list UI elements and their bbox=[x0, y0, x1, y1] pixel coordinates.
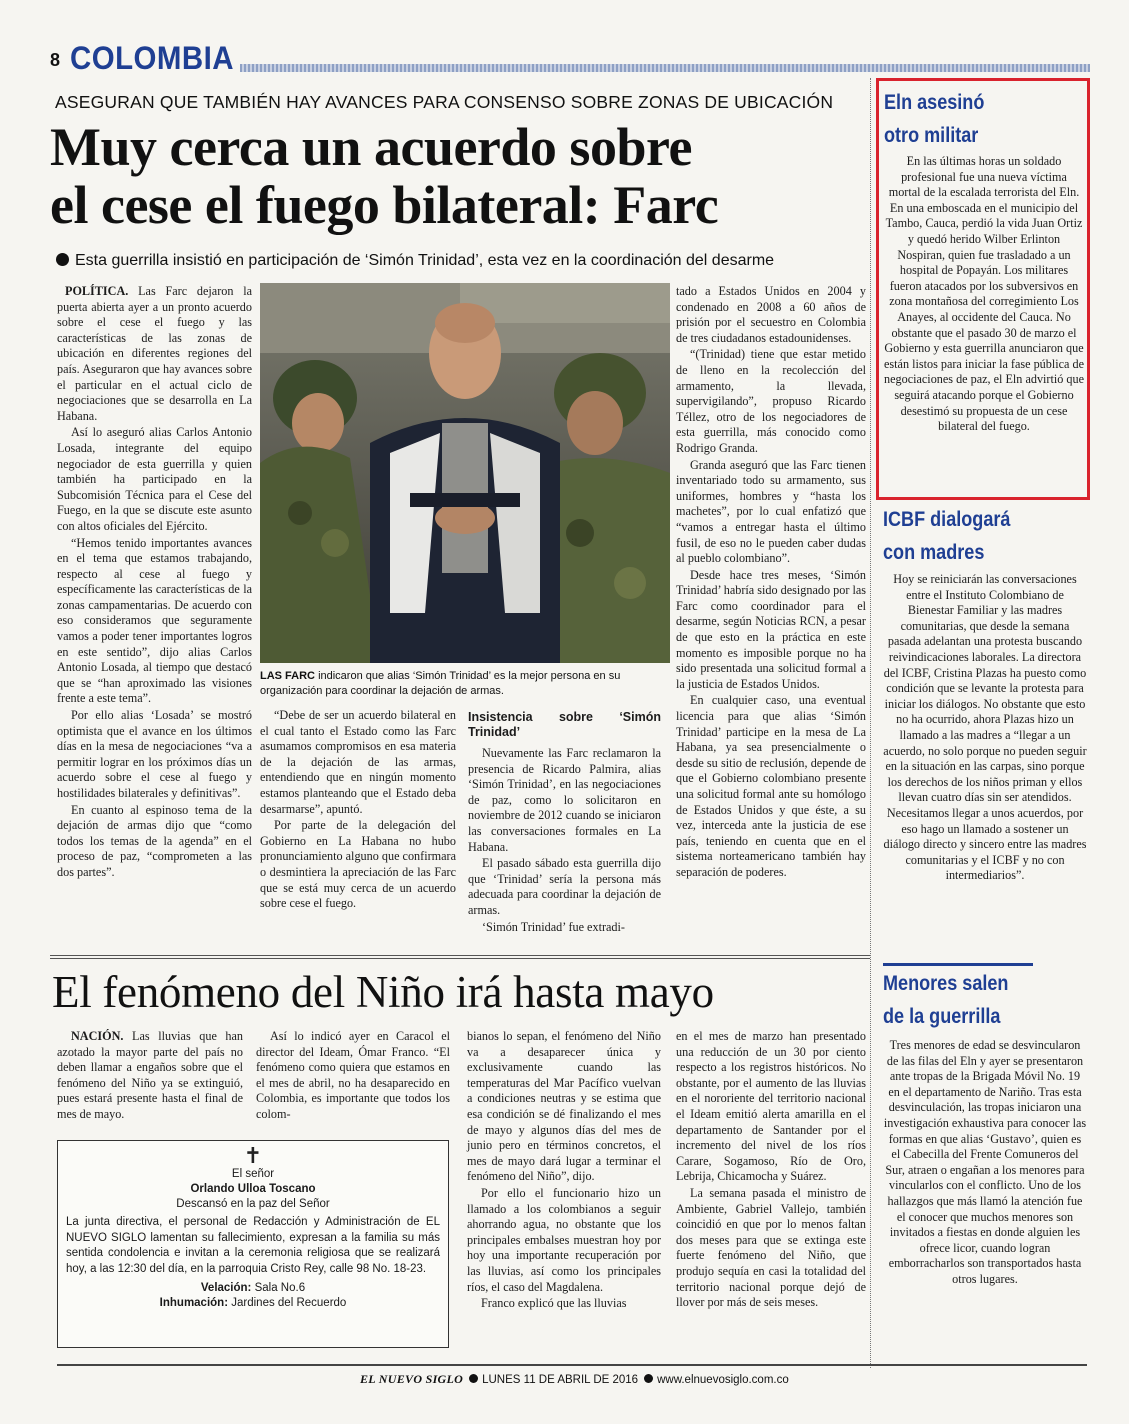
story-title: Menores salen bbox=[883, 972, 1009, 995]
story-title: Eln asesinó bbox=[884, 91, 985, 114]
paragraph: ‘Simón Trinidad’ fue extradi- bbox=[482, 919, 625, 934]
newspaper-logo: EL NUEVO SIGLO bbox=[360, 1372, 464, 1386]
paragraph: Desde hace tres meses, ‘Simón Trinidad’ habría sido designado por las Farc como coordinador para el desarme, según Noticias RCN, a pesar de que esto en la práctica en este momento es imposible porque no ha sido presentada una solicitud formal a la justicia de Estados Unidos. bbox=[676, 567, 866, 691]
sidebar-story-icbf bbox=[883, 503, 1087, 884]
paragraph: Franco explicó que las lluvias bbox=[481, 1296, 627, 1311]
nino-headline: El fenómeno del Niño irá hasta mayo bbox=[52, 967, 714, 1017]
paragraph: Por ello el funcionario hizo un llamado a los colombianos a seguir ahorrando agua, no obstante que los principales embalses muestran hoy por hoy una importante recuperación por las lluvias, así como los principales ríos, el caso del Magdalena. bbox=[467, 1185, 661, 1294]
news-photo bbox=[260, 283, 670, 663]
paragraph: Las Farc dejaron la puerta abierta ayer a un pronto acuerdo sobre el cese el fuego y las características de las zonas de ubicación en diferentes regiones del país. Aseguraron que hay avances sobre el particular en el actual ciclo de negociaciones que se desarrolla en La Habana. bbox=[57, 284, 253, 423]
paragraph: bianos lo sepan, el fenómeno del Niño va a desaparecer única y exclusivamente cuando las temperaturas del Mar Pacífico vuelvan a condiciones neutras y se estima que esa condición se dé finalizando el mes de mayo y algunos días del mes de junio pero en términos concretos, el mes de mayo dará lugar a terminar el fenómeno del Niño”, dijo. bbox=[467, 1029, 661, 1184]
photo-caption bbox=[260, 669, 670, 699]
footer-date: LUNES 11 DE ABRIL DE 2016 bbox=[482, 1374, 639, 1386]
headline-line-1: Muy cerca un acuerdo sobre bbox=[50, 117, 692, 177]
nino-col-2 bbox=[256, 1029, 450, 1124]
sidebar-story-menores bbox=[883, 967, 1087, 1288]
paragraph: Así lo indicó ayer en Caracol el director del Ideam, Ómar Franco. “El fenómeno como quiera que estamos en el mes de abril, no ha desaparecido en Colombia, es importante que todos los colom- bbox=[256, 1029, 450, 1121]
obit-velacion bbox=[66, 1281, 440, 1296]
story-title: ICBF dialogará bbox=[883, 508, 1011, 531]
bullet-icon bbox=[644, 1374, 653, 1383]
paragraph: La semana pasada el ministro de Ambiente, Gabriel Vallejo, también coincidió en que por lo menos faltan dos meses para que se extinga este fuerte fenómeno del Niño, que produjo sequía en casi la totalidad del territorio nacional porque dejó de llover por más de seis meses. bbox=[676, 1185, 866, 1310]
main-article-col-1 bbox=[57, 284, 252, 882]
story-title: otro militar bbox=[884, 124, 979, 147]
inhumacion-value: Jardines del Recuerdo bbox=[231, 1297, 347, 1309]
paragraph: “(Trinidad) tiene que estar metido de lleno en la recolección del armamento, la llevada, supervigilando”, propuso Ricardo Téllez, otro de los negociadores de esta guerrilla, más conocido como Rodrigo Granda. bbox=[676, 347, 866, 455]
caption-text: indicaron que alias ‘Simón Trinidad’ es la mejor persona en su organización para coordinar la dejación de armas. bbox=[260, 670, 621, 697]
section-subhead: Insistencia sobre ‘Simón Trinidad’ bbox=[468, 710, 661, 739]
sidebar-divider bbox=[870, 78, 871, 1368]
paragraph: en el mes de marzo han presentado una reducción de un 30 por ciento respecto a los registros históricos. No obstante, por el aumento de las lluvias en el nororiente del territorio nacional el Ideam emitió alerta amarilla en el departamento de Santander por el incremento del nivel de los ríos Carare, Sogamoso, Río de Oro, Lebrija, Chicamocha y Suárez. bbox=[676, 1029, 866, 1184]
article-divider bbox=[50, 955, 870, 959]
velacion-value: Sala No.6 bbox=[254, 1282, 306, 1294]
dateline: NACIÓN. bbox=[71, 1029, 124, 1043]
sidebar-story-eln bbox=[884, 86, 1084, 435]
paragraph: En cuanto al espinoso tema de la dejación de armas dijo que “como todos los temas de la agenda” en el proceso de paz, “comprometen a las dos partes”. bbox=[57, 802, 252, 879]
nino-col-4 bbox=[676, 1029, 866, 1312]
story-body: En las últimas horas un soldado profesional fue una nueva víctima mortal de la escalada terrorista del Eln. En una emboscada en el municipio del Tambo, Cauca, perdió la vida Juan Ortiz y quedó herido Wilber Erlinton Nospiran, quien fue trasladado a un hospital de Popayán. Los militares fueron atacados por los subversivos en zona montañosa del corregimiento Los Anayes, al occidente del Cauca. No obstante que el pasado 30 de marzo el Gobierno y esta guerrilla anunciaron que están listos para iniciar la fase pública de negociaciones de paz, el Eln advirtió que seguirá atacando porque el Gobierno desestimó su propuesta de un cese bilateral del fuego. bbox=[884, 154, 1084, 434]
footer-rule bbox=[57, 1364, 1087, 1366]
bullet-icon bbox=[469, 1374, 478, 1383]
sidebar-rule bbox=[883, 963, 1033, 966]
header-rule bbox=[240, 64, 1090, 72]
nino-col-1 bbox=[57, 1029, 243, 1124]
story-body: Hoy se reiniciarán las conversaciones entre el Instituto Colombiano de Bienestar Familiar y las madres comunitarias, que desde la semana pasada adelantan una protesta buscando reivindicaciones laborales. La directora del ICBF, Cristina Plazas ha puesto como condición que se levante la protesta para iniciar los diálogos. No obstante que esto no ha ocurrido, ahora Plazas hizo un llamado a las madres a “llegar a un acuerdo, no solo porque no pueden seguir en la situación en las carpas, sino porque los derechos de los niños priman y ellos llevan cuatro días sin ser atendidos. Necesitamos llegar a unos acuerdos, por eso hago un llamado a sostener un diálogo directo y sincero entre las madres comunitarias y el ICBF y no con intermediarios”. bbox=[883, 572, 1087, 883]
story-body: Tres menores de edad se desvincularon de las filas del Eln y ayer se presentaron ante tropas de la Brigada Móvil No. 19 en el departamento de Nariño. Tras esta desvinculación, las tropas iniciaron una investigación exhaustiva para conocer las formas en que alias ‘Gustavo’, quien es el Cabecilla del Frente Comuneros del Sur, atraen o engañan a los menores para vincularlos con el conflicto. Uno de los hallazgos que más llamó la atención fue el conocer que muchos menores son invitados a fiestas en donde alguien les ofrece licor, cuando logran emborracharlos son transportados hasta otros lugares. bbox=[883, 1038, 1087, 1286]
nino-col-3 bbox=[467, 1029, 661, 1313]
dateline: POLÍTICA. bbox=[65, 284, 129, 298]
paragraph: En cualquier caso, una eventual licencia para que alias ‘Simón Trinidad’ participe en la mesa de La Habana, ya sea presencialmente o desde su sitio de reclusión, depende de que el Gobierno colombiano presente una solicitud formal ante su homólogo de Estados Unidos y que éste, a su vez, interceda ante la justicia de ese país, teniendo en cuenta que en el sistema norteamericano también hay separación de poderes. bbox=[676, 693, 866, 879]
paragraph: “Debe de ser un acuerdo bilateral en el cual tanto el Estado como las Farc asumamos compromisos en esa materia de la dejación de las armas, entendiendo que en ningún momento estamos planteando que el Estado deba desarmarse”, apuntó. bbox=[260, 708, 456, 816]
obit-name: Orlando Ulloa Toscano bbox=[190, 1183, 316, 1195]
headline-line-2: el cese el fuego bilateral: Farc bbox=[50, 175, 719, 235]
paragraph: Nuevamente las Farc reclamaron la presencia de Ricardo Palmira, alias ‘Simón Trinidad’, en las negociaciones de paz, como lo solicitaron en noviembre de 2012 cuando se iniciaron las conversaciones formales en La Habana. bbox=[468, 746, 661, 854]
paragraph: Granda aseguró que las Farc tienen inventariado todo su armamento, sus uniformes, hombres y “hasta los machetes”, por lo cual enfatizó que “vamos a entregar hasta el último fusil, de eso no le pueden caber dudas al pueblo colombiano”. bbox=[676, 457, 866, 566]
paragraph: tado a Estados Unidos en 2004 y condenado en 2008 a 60 años de prisión por el secuestro en Colombia de tres ciudadanos estadounidenses. bbox=[676, 284, 866, 345]
footer bbox=[360, 1372, 789, 1387]
main-article-col-2 bbox=[260, 708, 456, 913]
page-number: 8 bbox=[50, 50, 61, 70]
footer-url[interactable]: www.elnuevosiglo.com.co bbox=[657, 1374, 789, 1386]
main-headline bbox=[50, 118, 870, 234]
main-article-col-3 bbox=[468, 708, 661, 936]
paragraph: Por ello alias ‘Losada’ se mostró optimista que el avance en los últimos días en la mesa de negociaciones “va a permitir lograr en los próximos días un acuerdo sobre el cese al fuego y hostilidades bilaterales y definitivas”. bbox=[57, 708, 252, 800]
paragraph: Las lluvias que han azotado la mayor parte del país no deben llamar a engaños sobre que el fenómeno del Niño ya se extinguió, pues estará presente hasta el final de mes de mayo. bbox=[57, 1029, 243, 1121]
subhead bbox=[56, 252, 871, 270]
caption-lead: LAS FARC bbox=[260, 670, 315, 682]
cross-icon: ✝ bbox=[243, 1144, 263, 1169]
velacion-label: Velación: bbox=[200, 1282, 252, 1294]
obit-honorific: El señor bbox=[231, 1168, 275, 1180]
kicker: ASEGURAN QUE TAMBIÉN HAY AVANCES PARA CONSENSO SOBRE ZONAS DE UBICACIÓN bbox=[55, 92, 834, 112]
obit-inhumacion bbox=[66, 1296, 440, 1311]
paragraph: “Hemos tenido importantes avances en el tema que estamos trabajando, respecto al cese al fuego y específicamente las características de la zonas campamentarias. De acuerdo con eso consideramos que seguramente vamos a poder tener importantes logros en este sentido”, dijo alias Carlos Antonio Losada, al tiempo que destacó que se “han aproximado las visiones frente a este tema”. bbox=[57, 535, 252, 706]
obituary-notice bbox=[57, 1140, 449, 1348]
obit-rest: Descansó en la paz del Señor bbox=[176, 1198, 330, 1210]
paragraph: Así lo aseguró alias Carlos Antonio Losada, integrante del equipo negociador de esta guerrilla y quien también ha participado en la Subcomisión Técnica para el Cese del Fuego, en la que se discute este asunto con altos oficiales del Ejército. bbox=[57, 425, 252, 533]
story-title: de la guerrilla bbox=[883, 1005, 1001, 1028]
subhead-text: Esta guerrilla insistió en participación de ‘Simón Trinidad’, esta vez en la coordinación del desarme bbox=[75, 252, 775, 269]
paragraph: El pasado sábado esta guerrilla dijo que ‘Trinidad’ sería la persona más adecuada para coordinar la dejación de armas. bbox=[468, 856, 661, 917]
bullet-icon bbox=[56, 253, 69, 266]
inhumacion-label: Inhumación: bbox=[159, 1297, 229, 1309]
main-article-col-4 bbox=[676, 284, 866, 882]
section-name: COLOMBIA bbox=[70, 40, 234, 76]
obit-message: La junta directiva, el personal de Redacción y Administración de EL NUEVO SIGLO lamentan su fallecimiento, expresan a la familia su más sentida condolencia e invitan a la ceremonia religiosa que se realizará hoy, a las 12:30 del día, en la parroquia Cristo Rey, calle 98 No. 18-23. bbox=[66, 1216, 440, 1275]
photo-illustration bbox=[260, 283, 670, 663]
paragraph: Por parte de la delegación del Gobierno en La Habana no hubo pronunciamiento alguno que confirmara o desmintiera la apreciación de las Farc que se está muy cerca de un acuerdo sobre cese el fuego. bbox=[260, 818, 456, 911]
story-title: con madres bbox=[883, 541, 985, 564]
